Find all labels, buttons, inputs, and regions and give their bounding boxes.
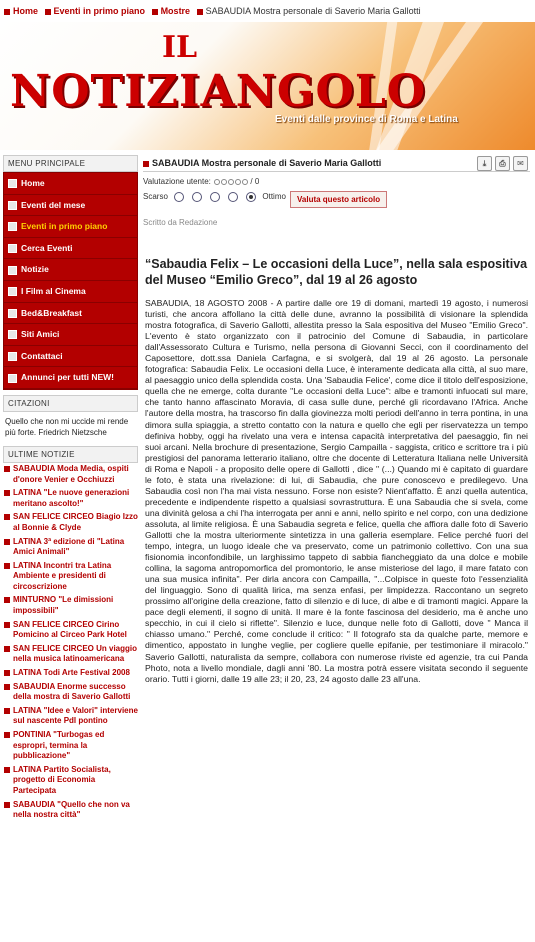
article-body: SABAUDIA, 18 AGOSTO 2008 - A partire dalle ore 19 di domani, martedì 19 agosto, i numerosi turisti, che ancora affollano la città delle dune, avranno la possibilità di visionare la splendida mostra fotografica, di Saverio Gallotti, allestita presso la Sala espositiva del Museo "Emilio Greco". L'evento è stato organizzato con il patrocinio del Comune di Sabaudia, in particolare dall'Assessorato Cultura e Turismo, nella persona di Giovanni Secci, con il coordinamento del Caposettore, dott.ssa Daniela Carfagna, e si svolgerà, dal 19 al 26 agosto. La personale fotografica: Sabaudia Felix. Le occasioni della Luce, è interamente dedicata alla città, al suo mare, al paesaggio unico della splendida costa. Una 'Sabaudia Felice', come dice il titolo dell'esposizione, quella che ne emerge, colta durante "Le occasioni della Luce": albe e tramonti infuocati sul mare, che tanto hanno affascinato Moravia, di casa sulle dune, perché gli ricordavano l'Africa. Anche l'autore della mostra, ha trascorso fin dalla giovinezza molti periodi dell'anno in terra pontina, in una dimora sulla spiaggia, a stretto contatto con la natura e quello che egli per riservatezza un tempo definiva hobby, oggi ha rivelato una vera e intensa capacità interpretativa del paesaggio, fin nei suoi arcani. Nella brochure di presentazione, Sergio Campailla - saggista, critico e scrittore tra i più prestigiosi del panorama letterario italiano, oltre che docente di Letteratura Italiana nelle Università di Roma e Napoli - a proposito delle opere di Gallotti , dice " (...) Quando mi è capitato di guardare le foto, è stata una rivelazione: di lui, di Sabaudia, che pure conoscevo e predilegevo. Una Sabaudia così non l'ha mai vista nessuno. Forse non esiste? Nient'affatto. È anzi quella autentica, precedente e indipendente rispetto a qualsiasi sovrastruttura. È una Sabaudia che si svela, come una divinità gelosa a chi l'ha interrogata per anni e anni, nello spirito e nel corpo, con una dedizione assoluta, al limite religiosa. È una Sabaudia segreta e felice, quella che affiora dalle foto di Saverio Gallotti che la mostra ulteriormente sintetizza in una galleria esemplare. Felice perché fuori del tempo, integra, un luogo ideale che va preservato, come un patrimonio collettivo. Con una sua fisionomia inconfondibile, un larghissimo tappeto di sabbia fiancheggiato da una dolce e mobile collina, la sagoma antropomorfica del promontorio, le anse misteriose del lago, il mare fatato con una sua musica infinita". Per dirla ancora con Campailla, "...Colpisce in queste foto l'essenzialità del linguaggio. Sono di qualità lirica, ma senza enfasi, per limpidezza. Raccontano un segreto prossimo all'origine della creazione, fatto di silenzio e di luce, di albe e di tramonti magici. Appare la pace degli elementi, il sogno di unità. Il mare è la fonte fascinosa del desiderio, ma è anche uno specchio, in cui il cielo si riflette". Silenzio e luce, dunque nelle foto di Gallotti, dove " Manca il chiasso umano." Perché, come conclude il critico: " Il fotografo sta da qualche parte, memore e dimentico, appostato in lunghe veglie, per cogliere quelle epifanie, per testimoniare il miracolo." Saverio Gallotti, naturalista da sempre, collabora con numerose riviste ed agenzie, tra cui Panda Photo, nota a livello mondiale, dagli anni '80. La mostra potrà essere visitata secondo il seguente orario. Tutti i giorni, dalle 19 alle 23; il 20, 23, 24 agosto dalle 23 all'una. [145, 298, 528, 684]
news-item[interactable] [3, 681, 138, 705]
bullet-icon [4, 9, 10, 15]
bullet-icon [143, 161, 149, 167]
vote-button[interactable]: Valuta questo articolo [290, 191, 387, 208]
vote-form [143, 192, 530, 212]
menu-item[interactable] [4, 303, 137, 325]
menu-bullet-icon [8, 330, 17, 339]
menu-bullet-icon [8, 244, 17, 253]
menu-item[interactable] [4, 367, 137, 389]
bullet-icon [4, 622, 10, 628]
news-box [3, 446, 138, 823]
menu-item[interactable] [4, 238, 137, 260]
main-content [143, 155, 530, 685]
bullet-icon [45, 9, 51, 15]
bullet-icon [4, 670, 10, 676]
news-item-label: LATINA 3ª edizione di "Latina Amici Animali" [13, 536, 125, 557]
main-menu [3, 172, 138, 390]
bullet-icon [4, 646, 10, 652]
site-tagline: Eventi dalle province di Roma e Latina [275, 114, 458, 125]
menu-item[interactable] [4, 281, 137, 303]
rating-value: / 0 [250, 177, 260, 186]
menu-bullet-icon [8, 179, 17, 188]
news-item[interactable] [3, 619, 138, 643]
vote-radio-4[interactable] [228, 192, 238, 202]
pdf-icon[interactable]: ⤓ [477, 156, 492, 171]
menu-bullet-icon [8, 266, 17, 275]
news-item-label: LATINA Incontri tra Latina Ambiente e presidenti di circoscrizione [13, 560, 112, 591]
menu-item-label: Cerca Eventi [21, 242, 73, 253]
menu-item[interactable] [4, 195, 137, 217]
news-item-label: PONTINIA "Turbogas ed espropri, termina la pubblicazione" [13, 730, 105, 761]
vote-radio-5[interactable] [246, 192, 256, 202]
article-header-text: SABAUDIA Mostra personale di Saverio Maria Gallotti [152, 158, 382, 168]
menu-bullet-icon [8, 201, 17, 210]
menu-item-label: Annunci per tutti NEW! [21, 372, 115, 383]
news-item-label: MINTURNO "Le dimissioni impossibili" [13, 595, 114, 616]
bullet-icon [4, 539, 10, 545]
rating-stars [213, 177, 248, 186]
news-item-label: LATINA "Idee e Valori" interviene sul nascente Pdl pontino [13, 705, 138, 726]
bullet-icon [4, 597, 10, 603]
vote-low-label: Scarso [143, 192, 168, 202]
news-item[interactable] [3, 643, 138, 667]
bullet-icon [4, 563, 10, 569]
email-icon[interactable]: ✉ [513, 156, 528, 171]
news-item[interactable] [3, 764, 138, 799]
news-item[interactable] [3, 536, 138, 560]
news-item-label: SAN FELICE CIRCEO Cirino Pomicino al Circeo Park Hotel [13, 619, 127, 640]
news-item-label: LATINA Partito Socialista, progetto di Economia Partecipata [13, 764, 111, 795]
article-header [143, 155, 530, 172]
news-item-label: LATINA "Le nuove generazioni meritano ascolto!" [13, 488, 130, 508]
news-item[interactable] [3, 729, 138, 764]
menu-item-label: Bed&Breakfast [21, 307, 82, 318]
menu-item[interactable] [4, 324, 137, 346]
menu-item-label: Contattaci [21, 350, 63, 361]
menu-item[interactable] [4, 173, 137, 195]
menu-item-label: Notizie [21, 264, 49, 275]
bullet-icon [4, 802, 10, 808]
menu-bullet-icon [8, 374, 17, 383]
news-item-label: SABAUDIA "Quello che non va nella nostra città" [13, 799, 130, 820]
news-item[interactable] [3, 667, 138, 681]
news-item[interactable] [3, 487, 138, 511]
menu-item-label: Home [21, 178, 45, 188]
menu-title: MENU PRINCIPALE [3, 155, 138, 172]
news-item[interactable] [3, 594, 138, 618]
news-list [3, 463, 138, 823]
bullet-icon [4, 466, 10, 472]
vote-high-label: Ottimo [262, 192, 286, 202]
breadcrumb-home-link[interactable]: Home [13, 6, 39, 16]
news-title: ULTIME NOTIZIE [3, 446, 138, 463]
bullet-icon [197, 9, 203, 15]
bullet-icon [4, 514, 10, 520]
article-title: “Sabaudia Felix – Le occasioni della Luce”, nella sala espositiva del Museo “Emilio Greco”, dal 19 al 26 agosto [145, 257, 528, 287]
menu-item-label: Eventi del mese [21, 199, 86, 210]
citazioni-title: CITAZIONI [3, 395, 138, 412]
article-author: Scritto da Redazione [143, 218, 218, 227]
bullet-icon [4, 732, 10, 738]
menu-bullet-icon [8, 352, 17, 361]
logo-text: NOTIZIANGOLO [10, 66, 427, 117]
menu-item[interactable] [4, 346, 137, 368]
citazioni-box [3, 395, 138, 442]
citazioni-text: Quello che non mi uccide mi rende più forte. Friedrich Nietzsche [5, 416, 129, 437]
news-item-label: SAN FELICE CIRCEO Un viaggio nella musica latinoamericana [13, 643, 138, 664]
vote-radio-2[interactable] [192, 192, 202, 202]
menu-item-label: I Film al Cinema [21, 285, 86, 296]
breadcrumb-section-link[interactable]: Eventi in primo piano [53, 6, 146, 16]
menu-item-label: Eventi in primo piano [21, 221, 108, 232]
menu-item-label: Siti Amici [21, 329, 60, 340]
rating-label: Valutazione utente: [143, 177, 211, 186]
logo-il: IL [162, 30, 198, 65]
breadcrumb-sub-link[interactable]: Mostre [160, 6, 191, 16]
news-item-label: SAN FELICE CIRCEO Biagio Izzo al Bonnie & Clyde [13, 512, 138, 532]
news-item-label: SABAUDIA Enorme successo della mostra di Saverio Gallotti [13, 681, 131, 702]
bullet-icon [4, 708, 10, 714]
vote-radio-1[interactable] [174, 192, 184, 202]
bullet-icon [4, 684, 10, 690]
bullet-icon [152, 9, 158, 15]
news-item[interactable] [3, 799, 138, 823]
news-item[interactable] [3, 560, 138, 595]
breadcrumb-current: SABAUDIA Mostra personale di Saverio Maria Gallotti [205, 6, 421, 16]
news-item[interactable] [3, 705, 138, 729]
menu-item[interactable] [4, 259, 137, 281]
menu-item[interactable] [4, 216, 137, 238]
news-item-label: SABAUDIA Moda Media, ospiti d'onore Venier e Occhiuzzi [13, 463, 129, 484]
user-rating [143, 177, 530, 186]
news-item-label: LATINA Todi Arte Festival 2008 [13, 668, 130, 678]
menu-bullet-icon [8, 287, 17, 296]
breadcrumb [0, 0, 535, 23]
news-item[interactable] [3, 511, 138, 535]
bullet-icon [4, 490, 10, 496]
sidebar [3, 155, 138, 823]
vote-radio-3[interactable] [210, 192, 220, 202]
news-item[interactable] [3, 463, 138, 487]
menu-bullet-icon [8, 309, 17, 318]
menu-bullet-icon [8, 222, 17, 231]
site-header [0, 22, 535, 150]
print-icon[interactable]: ⎙ [495, 156, 510, 171]
bullet-icon [4, 767, 10, 773]
